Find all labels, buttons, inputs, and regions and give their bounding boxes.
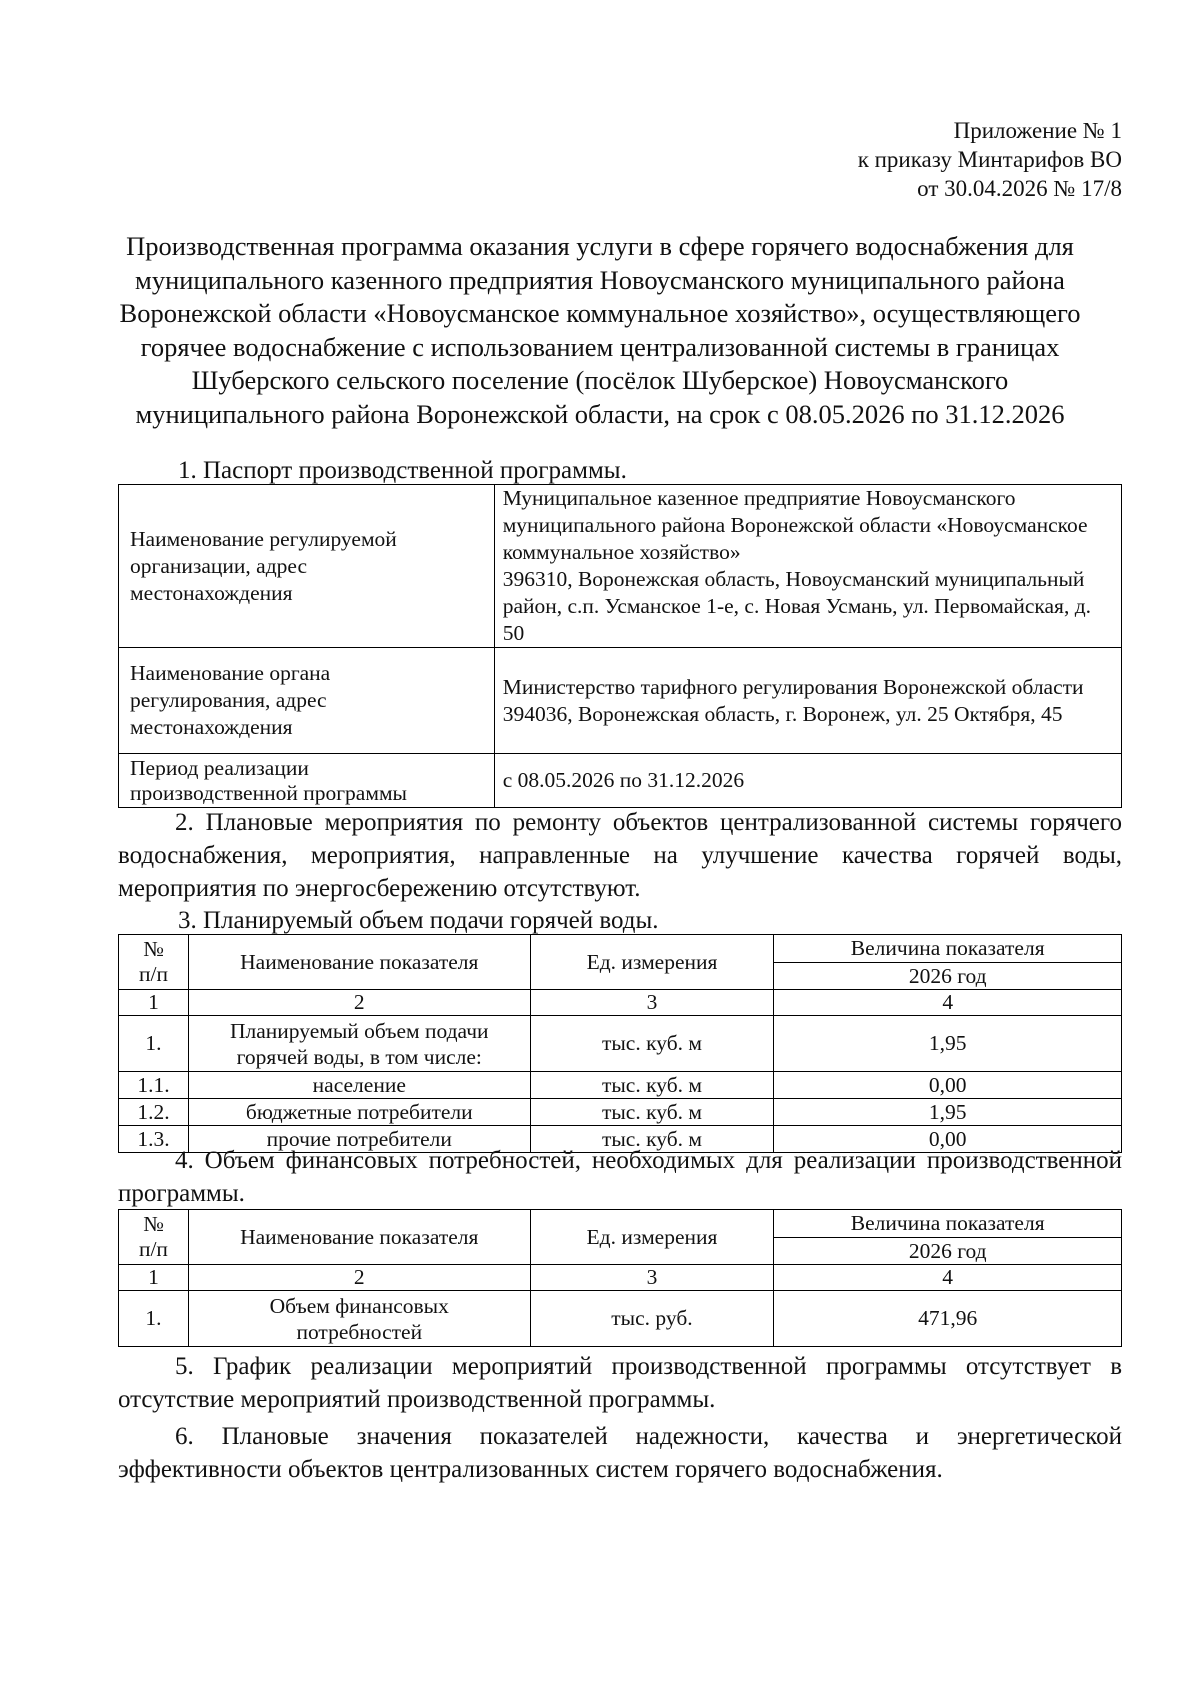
column-number: 2 (188, 1265, 530, 1291)
table-row (119, 1291, 1122, 1347)
row-name: Планируемый объем подачи горячей воды, в том числе: (188, 1016, 530, 1072)
table-row (119, 1099, 1122, 1126)
col-header-name: Наименование показателя (188, 935, 530, 990)
col-header-unit: Ед. измерения (530, 1210, 774, 1265)
row-value: 471,96 (774, 1291, 1122, 1347)
passport-row (119, 485, 1122, 648)
row-name: Объем финансовых потребностей (188, 1291, 530, 1347)
column-number: 3 (530, 1265, 774, 1291)
row-num: 1. (119, 1016, 189, 1072)
row-name: бюджетные потребители (188, 1099, 530, 1126)
passport-label: Наименование органа регулирования, адрес местонахождения (119, 648, 495, 754)
column-number: 3 (530, 990, 774, 1016)
section-6-paragraph: 6. Плановые значения показателей надежности, качества и энергетической эффективности объектов централизованных систем горячего водоснабжения. (118, 1423, 1122, 1483)
table-row (119, 1072, 1122, 1099)
column-number: 4 (774, 990, 1122, 1016)
row-value: 1,95 (774, 1099, 1122, 1126)
table-header-row (119, 935, 1122, 963)
section-1-heading: 1. Паспорт производственной программы. (178, 457, 627, 484)
row-unit: тыс. куб. м (530, 1072, 774, 1099)
row-unit: тыс. куб. м (530, 1099, 774, 1126)
appendix-line-1: Приложение № 1 (953, 118, 1122, 143)
column-number: 1 (119, 990, 189, 1016)
section-4-heading-block (118, 1144, 1122, 1210)
section-3-heading: 3. Планируемый объем подачи горячей воды. (178, 907, 659, 934)
row-unit: тыс. куб. м (530, 1126, 774, 1153)
col-header-value: Величина показателя (774, 935, 1122, 963)
appendix-header (858, 116, 1122, 203)
col-header-num: № п/п (119, 935, 189, 990)
row-num: 1.1. (119, 1072, 189, 1099)
section-2-text (118, 806, 1122, 905)
section-5-text (118, 1350, 1122, 1416)
row-unit: тыс. куб. м (530, 1016, 774, 1072)
row-value: 1,95 (774, 1016, 1122, 1072)
row-value: 0,00 (774, 1072, 1122, 1099)
passport-label: Период реализации производственной программы (119, 754, 495, 808)
row-num: 1. (119, 1291, 189, 1347)
row-value: 0,00 (774, 1126, 1122, 1153)
financial-needs-table (118, 1209, 1122, 1347)
col-header-num: № п/п (119, 1210, 189, 1265)
passport-row (119, 754, 1122, 808)
row-name: население (188, 1072, 530, 1099)
column-number: 2 (188, 990, 530, 1016)
table-row (119, 1016, 1122, 1072)
col-header-value: Величина показателя (774, 1210, 1122, 1238)
col-header-name: Наименование показателя (188, 1210, 530, 1265)
appendix-line-2: к приказу Минтарифов ВО (857, 147, 1122, 172)
section-4-heading: 4. Объем финансовых потребностей, необходимых для реализации производственной программы. (118, 1147, 1122, 1207)
document-title: Производственная программа оказания услуги в сфере горячего водоснабжения для муниципального казенного предприятия Новоусманского муниципального района Воронежской области «Новоусманское коммунальное хозяйство», осуществляющего горячее водоснабжение с использованием централизованной системы в границах Шуберского сельского поселение (посёлок Шуберское) Новоусманского муниципального района Воронежской области, на срок с 08.05.2026 по 31.12.2026 (119, 231, 1081, 429)
passport-value: Министерство тарифного регулирования Воронежской области 394036, Воронежская область, г. Воронеж, ул. 25 Октября, 45 (494, 648, 1121, 754)
row-unit: тыс. руб. (530, 1291, 774, 1347)
column-number: 1 (119, 1265, 189, 1291)
section-5-paragraph: 5. График реализации мероприятий производственной программы отсутствует в отсутствие мероприятий производственной программы. (118, 1353, 1122, 1413)
table-header-row (119, 1210, 1122, 1238)
col-header-year: 2026 год (774, 1238, 1122, 1265)
row-num: 1.3. (119, 1126, 189, 1153)
water-volume-table (118, 934, 1122, 1153)
passport-value: с 08.05.2026 по 31.12.2026 (494, 754, 1121, 808)
column-number-row (119, 990, 1122, 1016)
passport-value: Муниципальное казенное предприятие Новоусманского муниципального района Воронежской области «Новоусманское коммунальное хозяйство» 396310, Воронежская область, Новоусманский муниципальный район, с.п. Усманское 1-е, с. Новая Усмань, ул. Первомайская, д. 50 (494, 485, 1121, 648)
section-6-text (118, 1420, 1122, 1486)
passport-label: Наименование регулируемой организации, адрес местонахождения (119, 485, 495, 648)
appendix-line-3: от 30.04.2026 № 17/8 (917, 176, 1122, 201)
col-header-unit: Ед. измерения (530, 935, 774, 990)
column-number: 4 (774, 1265, 1122, 1291)
section-2-paragraph: 2. Плановые мероприятия по ремонту объектов централизованной системы горячего водоснабжения, мероприятия, направленные на улучшение качества горячей воды, мероприятия по энергосбережению отсутствуют. (118, 809, 1122, 902)
column-number-row (119, 1265, 1122, 1291)
row-num: 1.2. (119, 1099, 189, 1126)
passport-row (119, 648, 1122, 754)
row-name: прочие потребители (188, 1126, 530, 1153)
passport-table (118, 484, 1122, 808)
col-header-year: 2026 год (774, 963, 1122, 990)
